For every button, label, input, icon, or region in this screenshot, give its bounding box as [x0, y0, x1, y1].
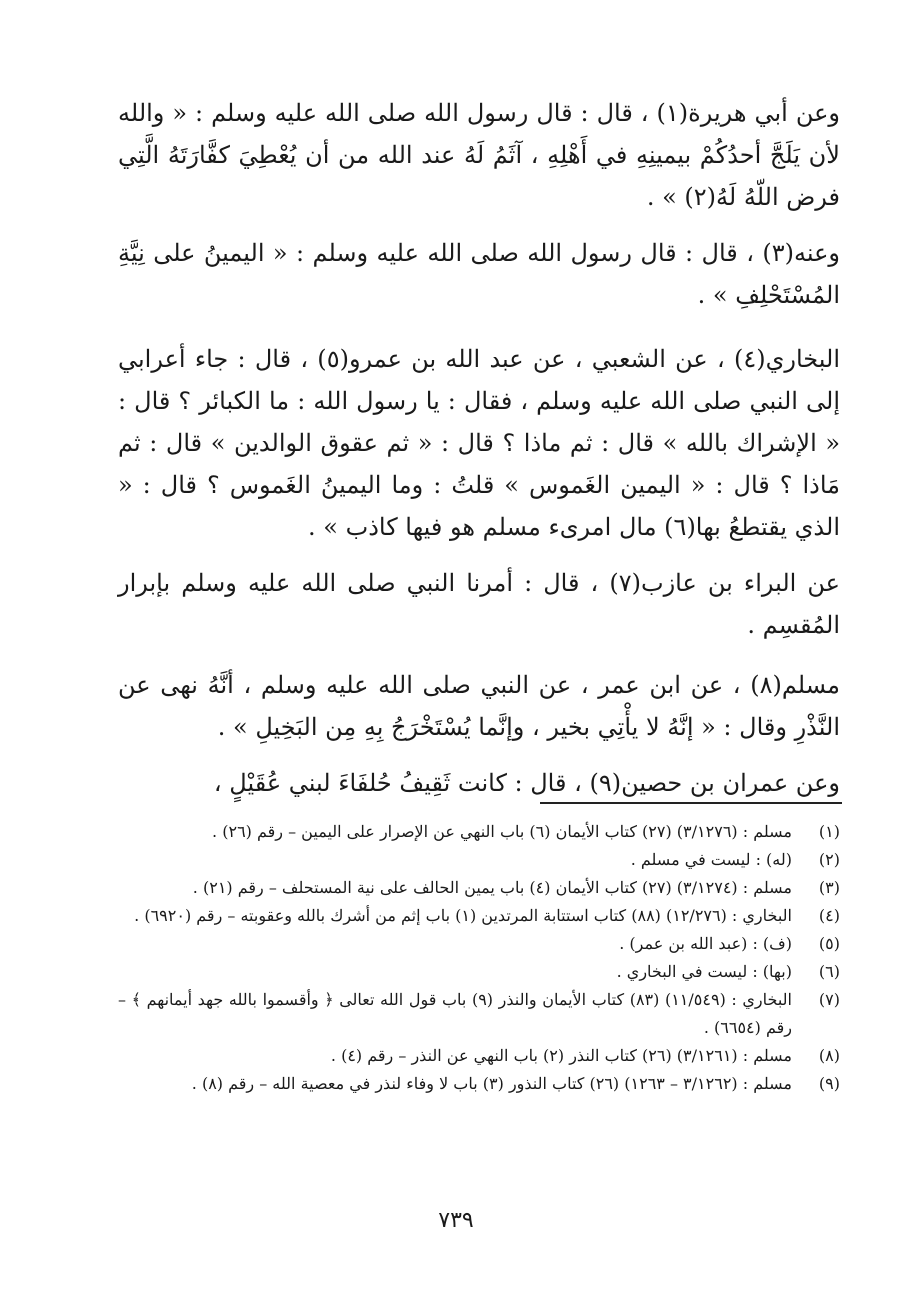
footnote-6: [118, 958, 840, 986]
footnote-number: (٢): [818, 850, 840, 869]
footnote-text: البخاري : (١١/٥٤٩) (٨٣) كتاب الأيمان والنذر (٩) باب قول الله تعالى ﴿ وأقسموا بالله جهد أيمانهم ﴾ – رقم (٦٦٥٤) .: [118, 990, 792, 1037]
footnote-number: (٩): [818, 1074, 840, 1093]
footnotes: [118, 818, 840, 1098]
paragraph-3: البخاري(٤) ، عن الشعبي ، عن عبد الله بن عمرو(٥) ، قال : جاء أعرابي إلى النبي صلى الله عليه وسلم ، فقال : يا رسول الله : ما الكبائر ؟ قال : « الإشراك بالله » قال : ثم ماذا ؟ قال : « ثم عقوق الوالدين » قال : ثم مَاذا ؟ قال : « اليمين الغَموس » قلتُ : وما اليمينُ الغَموس ؟ قال : « الذي يقتطعُ بها(٦) مال امرىء مسلم هو فيها كاذب » .: [118, 345, 841, 541]
paragraph-5: مسلم(٨) ، عن ابن عمر ، عن النبي صلى الله عليه وسلم ، أنَّهُ نهى عن النَّذْرِ وقال : « إنَّهُ لا يأْتِي بخير ، وإنَّما يُسْتَخْرَجُ بِهِ مِن البَخِيلِ » .: [118, 671, 840, 741]
footnote-number: (١): [818, 822, 840, 841]
footnote-4: [118, 902, 840, 930]
paragraph-2: وعنه(٣) ، قال : قال رسول الله صلى الله عليه وسلم : « اليمينُ على نِيَّةِ المُسْتَحْلِفِ » .: [118, 239, 840, 309]
footnote-text: (له) : ليست في مسلم .: [630, 850, 792, 869]
footnote-text: (بها) : ليست في البخاري .: [616, 962, 792, 981]
paragraph-4: عن البراء بن عازب(٧) ، قال : أمرنا النبي صلى الله عليه وسلم بإبرار المُقسِم .: [118, 569, 841, 639]
paragraph-6: وعن عمران بن حصين(٩) ، قال : كانت ثَقِيفُ حُلفَاءَ لبني عُقَيْلٍ ،: [213, 769, 840, 797]
footnote-3: [118, 874, 840, 902]
footnote-text: مسلم : (٣/١٢٧٦) (٢٧) كتاب الأيمان (٦) باب النهي عن الإصرار على اليمين – رقم (٢٦) .: [212, 822, 792, 841]
footnote-divider: [540, 802, 842, 804]
footnote-number: (٥): [818, 934, 840, 953]
page-number: ٧٣٩: [438, 1208, 474, 1233]
footnote-number: (٦): [818, 962, 840, 981]
footnote-text: (ف) : (عبد الله بن عمر) .: [619, 934, 792, 953]
footnote-number: (٧): [818, 990, 840, 1009]
footnote-1: [118, 818, 840, 846]
footnote-number: (٤): [818, 906, 840, 925]
footnote-number: (٨): [818, 1046, 840, 1065]
footnote-8: [118, 1042, 840, 1070]
footnote-text: البخاري : (١٢/٢٧٦) (٨٨) كتاب استتابة المرتدين (١) باب إثم من أشرك بالله وعقوبته – رقم (٦٩٢٠) .: [134, 906, 792, 925]
footnote-text: مسلم : (٣/١٢٦٢ – ١٢٦٣) (٢٦) كتاب النذور (٣) باب لا وفاء لنذر في معصية الله – رقم (٨) .: [191, 1074, 792, 1093]
footnote-7: [118, 986, 840, 1042]
footnote-number: (٣): [818, 878, 840, 897]
paragraph-1: وعن أبي هريرة(١) ، قال : قال رسول الله صلى الله عليه وسلم : « والله لأن يَلَجَّ أحدُكُمْ بيمينِهِ في أَهْلِهِ ، آثَمُ لَهُ عند الله من أن يُعْطِيَ كفَّارَتَهُ الَّتِي فرض اللّهُ لَهُ(٢) » .: [118, 99, 840, 211]
footnote-2: [118, 846, 840, 874]
footnote-text: مسلم : (٣/١٢٦١) (٢٦) كتاب النذر (٢) باب النهي عن النذر – رقم (٤) .: [330, 1046, 792, 1065]
footnote-5: [118, 930, 840, 958]
footnote-9: [118, 1070, 840, 1098]
footnote-text: مسلم : (٣/١٢٧٤) (٢٧) كتاب الأيمان (٤) باب يمين الحالف على نية المستحلف – رقم (٢١) .: [192, 878, 792, 897]
